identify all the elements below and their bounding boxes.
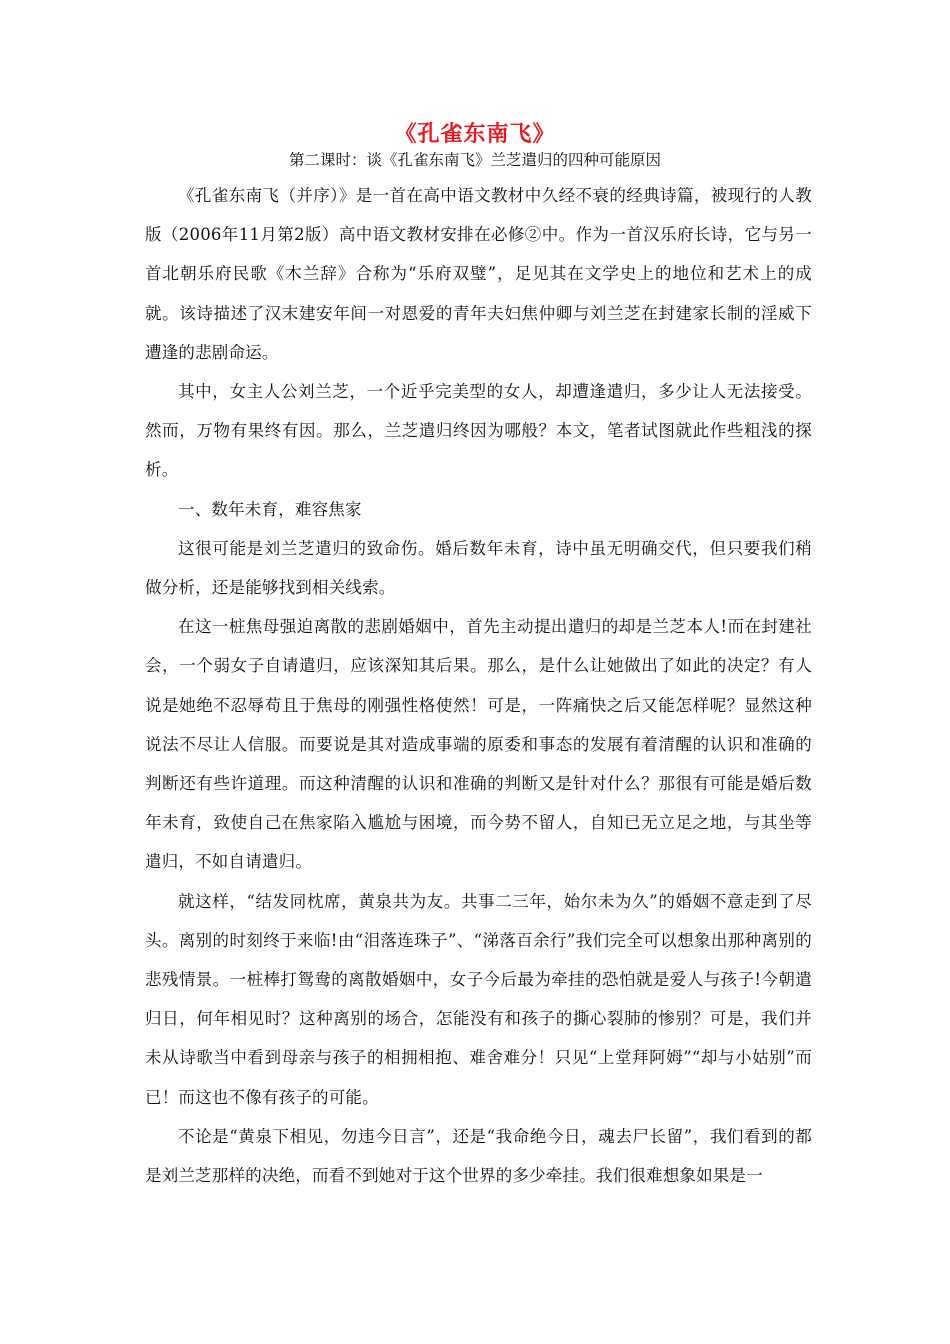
section-heading: 一、数年未育，难容焦家 bbox=[178, 499, 362, 519]
paragraph-intro: 《孔雀东南飞（并序）》是一首在高中语文教材中久经不衰的经典诗篇，被现行的人教版（2006年11月第2版）高中语文教材安排在必修②中。作为一首汉乐府长诗，它与另一首北朝乐府民歌《木兰辞》合称为“乐府双璧”，足见其在文学史上的地位和艺术上的成就。该诗描述了汉末建安年间一对恩爱的青年夫妇焦仲卿与刘兰芝在封建家长制的淫威下遭逢的悲剧命运。 bbox=[145, 186, 812, 362]
paragraph: 在这一桩焦母强迫离散的悲剧婚姻中，首先主动提出遣归的却是兰芝本人!而在封建社会，一个弱女子自请遣归，应该深知其后果。那么，是什么让她做出了如此的决定？有人说是她绝不忍辱苟且于焦母的刚强性格使然！可是，一阵痛快之后又能怎样呢？显然这种说法不尽让人信服。而要说是其对造成事端的原委和事态的发展有着清醒的认识和准确的判断还有些许道理。而这种清醒的认识和准确的判断又是针对什么？那很有可能是婚后数年未育，致使自己在焦家陷入尴尬与困境，而今势不留人，自知已无立足之地，与其坐等遣归，不如自请遣归。 bbox=[145, 617, 812, 872]
document-title: 《孔雀东南飞》 bbox=[394, 121, 556, 147]
paragraph: 不论是“黄泉下相见，勿违今日言”，还是“我命绝今日，魂去尸长留”，我们看到的都是刘兰芝那样的决绝，而看不到她对于这个世界的多少牵挂。我们很难想象如果是一 bbox=[145, 1126, 812, 1186]
paragraph: 就这样，“结发同枕席，黄泉共为友。共事二三年，始尔未为久”的婚姻不意走到了尽头。离别的时刻终于来临!由“泪落连珠子”、“涕落百余行”我们完全可以想象出那种离别的悲残情景。一桩棒打鸳鸯的离散婚姻中，女子今后最为牵挂的恐怕就是爱人与孩子!今朝遣归日，何年相见时？这种离别的场合，怎能没有和孩子的撕心裂肺的惨别？可是，我们并未从诗歌当中看到母亲与孩子的相拥相抱、难舍难分！只见“上堂拜阿姆”“却与小姑别”而已！而这也不像有孩子的可能。 bbox=[145, 891, 812, 1107]
paragraph-question: 其中，女主人公刘兰芝，一个近乎完美型的女人，却遭逢遣归，多少让人无法接受。然而，万物有果终有因。那么，兰芝遣归终因为哪般？本文，笔者试图就此作些粗浅的探析。 bbox=[145, 382, 812, 480]
paragraph: 这很可能是刘兰芝遣归的致命伤。婚后数年未育，诗中虽无明确交代，但只要我们稍做分析，还是能够找到相关线索。 bbox=[145, 538, 812, 598]
document-subtitle: 第二课时：谈《孔雀东南飞》兰芝遣归的四种可能原因 bbox=[288, 151, 661, 169]
document-body bbox=[145, 176, 812, 1195]
